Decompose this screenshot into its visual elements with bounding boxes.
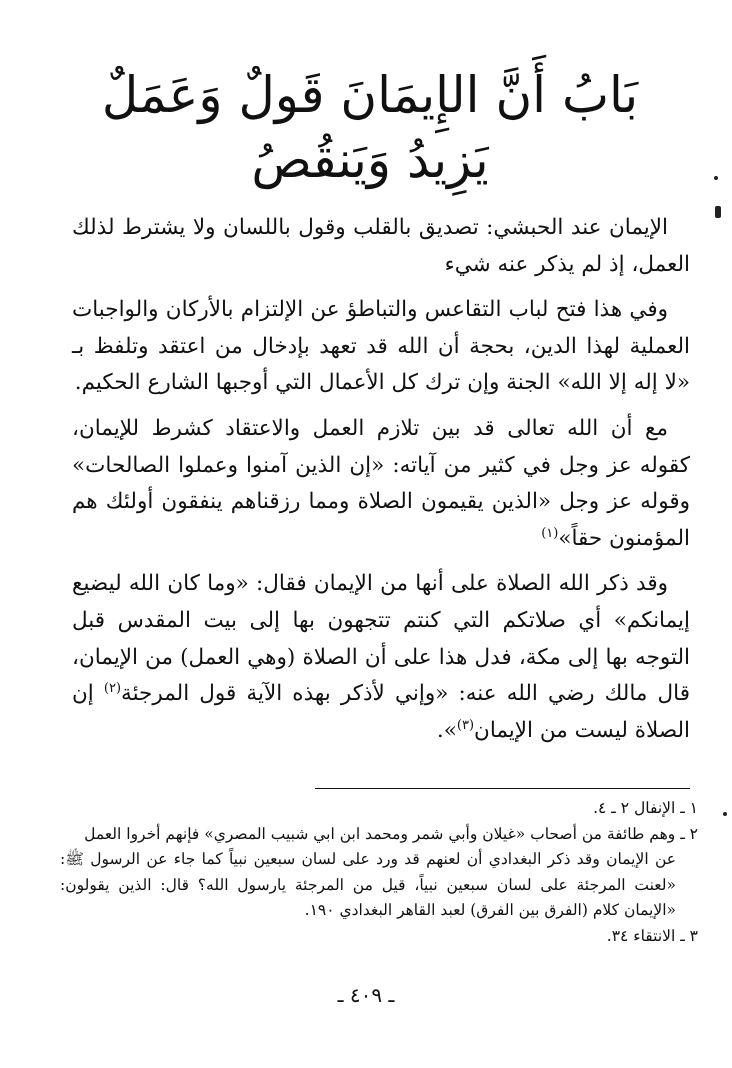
footnote-2: ٢ ـ وهم طائفة من أصحاب «غيلان وأبي شمر ومحمد ابن ابي شبيب المصري» فإنهم أخروا العمل	[84, 824, 698, 843]
footnote-divider	[315, 788, 690, 789]
paragraph-1	[72, 210, 690, 283]
chapter-title-line-2: يَزِيدُ وَيَنقُصُ	[251, 131, 489, 189]
paragraph-2-text: وفي هذا فتح لباب التقاعس والتباطؤ عن الإلتزام بالأركان والواجبات العملية لهذا الدين، بحجة أن الله قد تعهد بإدخال من اعتقد وتلفظ بـ «لا إله إلا الله» الجنة وإن ترك كل الأعمال التي أوجبها الشارع الحكيم.	[72, 297, 690, 396]
footnote-ref-2: (٢)	[103, 680, 122, 696]
main-text	[72, 210, 690, 758]
scan-speck-mark	[714, 176, 718, 180]
paragraph-3	[72, 411, 690, 557]
paragraph-4-text-a: وقد ذكر الله الصلاة على أنها من الإيمان فقال: «وما كان الله ليضيع إيمانكم» أي صلاتكم التي كنتم تتجهون بها إلى بيت المقدس قبل التوجه بها إلى مكة، فدل هذا على أن الصلاة (وهي العمل) من الإيمان، قال مالك رضي الله عنه: «وإني لأذكر بهذه الآية قول المرجئة	[72, 571, 690, 707]
paragraph-3-text: مع أن الله تعالى قد بين تلازم العمل والاعتقاد كشرط للإيمان، كقوله عز وجل في كثير من آياته: «إن الذين آمنوا وعملوا الصالحات» وقوله عز وجل «الذين يقيمون الصلاة ومما رزقناهم ينفقون أولئك هم المؤمنون حقاً»	[72, 415, 690, 551]
footnote-ref-3: (٣)	[456, 717, 475, 733]
paragraph-4-text-c: ».	[436, 717, 457, 743]
scan-speck-mark	[715, 206, 721, 218]
paragraph-2	[72, 292, 690, 402]
chapter-title-line-1: بَابُ أَنَّ الإِيمَانَ قَولٌ وَعَمَلٌ	[101, 66, 639, 124]
page-number: ـ ٤٠٩ ـ	[337, 983, 395, 1007]
footnote-1: ١ ـ الإنفال ٢ ـ ٤.	[593, 799, 698, 817]
footnote-ref-1: (١)	[541, 525, 559, 541]
scan-speck-mark	[723, 812, 727, 816]
footnote-2-continuation: عن الإيمان وقد ذكر البغدادي أن لعنهم قد ورد على لسان سبعين نبياً كما جاء عن الرسول ﷺ: «لعنت المرجئة على لسان سبعين نبياً، قيل من المرجئة يارسول الله؟ قال: الذين يقولون: «الإيمان كلام (الفرق بين الفرق) لعبد القاهر البغدادي ١٩٠.	[60, 850, 676, 919]
paragraph-4	[72, 566, 690, 749]
paragraph-1-text: الإيمان عند الحبشي: تصديق بالقلب وقول باللسان ولا يشترط لذلك العمل، إذ لم يذكر عنه شيء	[72, 215, 690, 277]
paragraph-4-text-b: إن الصلاة ليست من الإيمان	[72, 681, 690, 743]
footnote-3: ٣ ـ الانتقاء ٣٤.	[606, 926, 698, 945]
chapter-title	[60, 62, 680, 192]
footnotes	[60, 796, 698, 949]
